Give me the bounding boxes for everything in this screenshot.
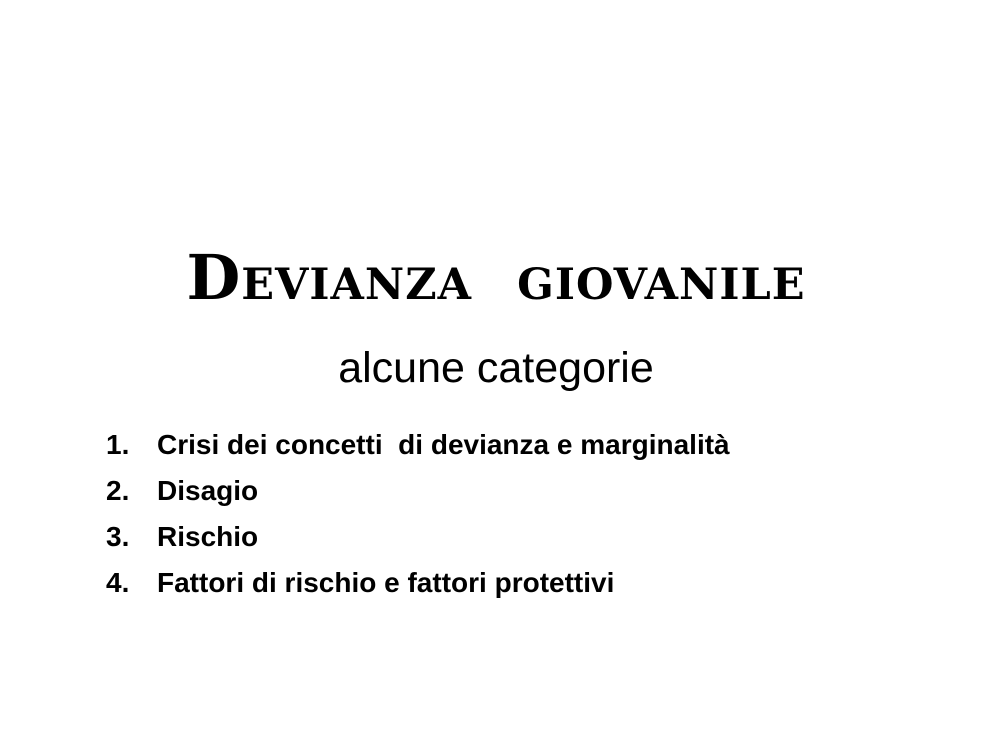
list-item-number: 1. xyxy=(106,429,130,460)
list-item-number: 4. xyxy=(106,567,130,598)
slide-subtitle: alcune categorie xyxy=(338,344,654,392)
category-list xyxy=(106,422,966,606)
list-item xyxy=(106,514,966,560)
list-item-number: 2. xyxy=(106,475,130,506)
list-item xyxy=(106,422,966,468)
list-item-number: 3. xyxy=(106,521,130,552)
list-item xyxy=(106,560,966,606)
slide-title: Devianza giovanile xyxy=(186,241,806,314)
list-item-text: Crisi dei concetti di devianza e marginalità xyxy=(157,429,730,460)
list-item xyxy=(106,468,966,514)
list-item-text: Disagio xyxy=(157,475,259,506)
list-item-text: Fattori di rischio e fattori protettivi xyxy=(157,567,615,598)
list-item-text: Rischio xyxy=(157,521,259,552)
